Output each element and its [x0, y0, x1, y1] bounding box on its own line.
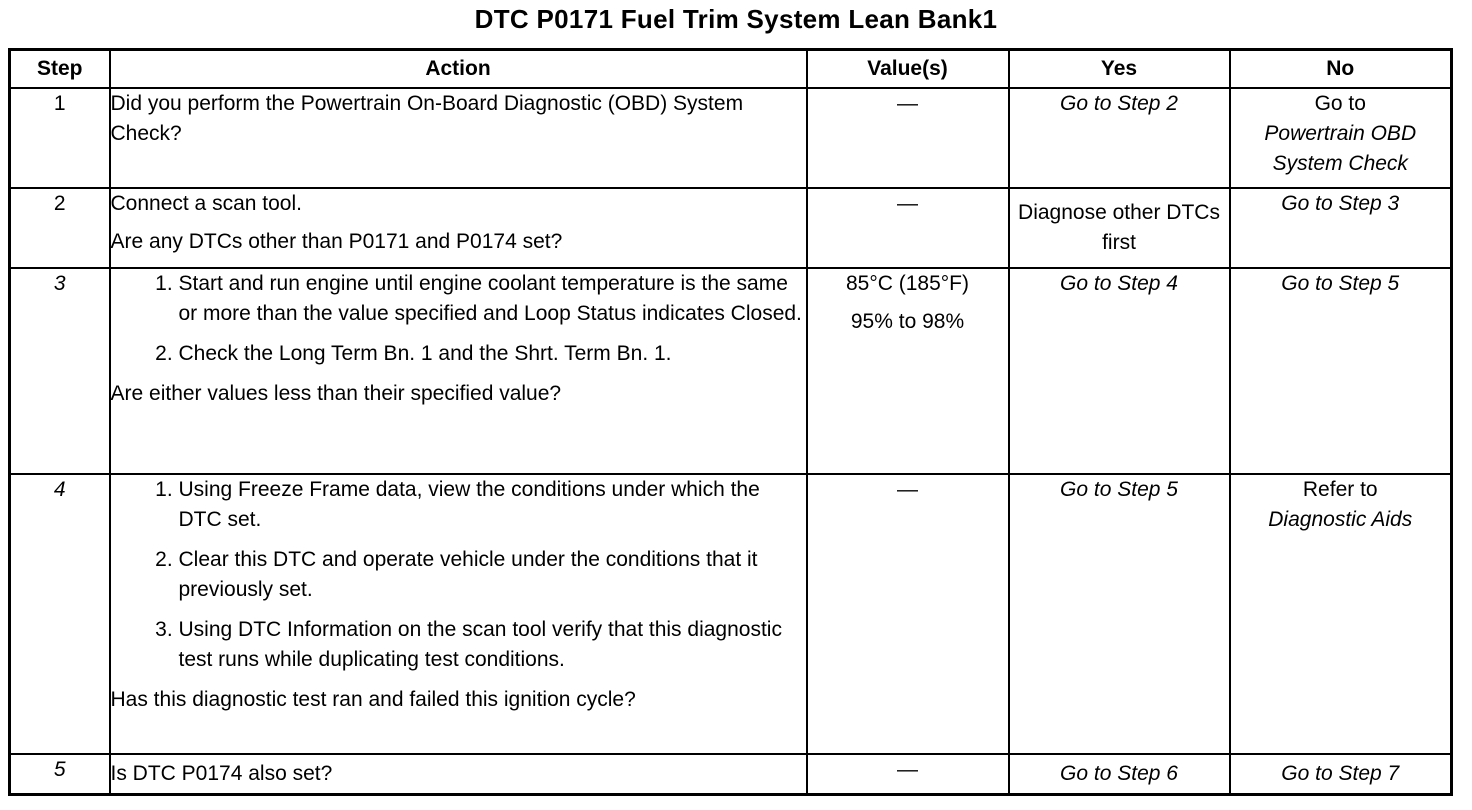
yes-cell: Go to Step 4 — [1009, 268, 1230, 474]
value-line-1: 85°C (185°F) — [845, 272, 969, 295]
yes-cell: Go to Step 6 — [1009, 754, 1230, 794]
step-number: 4 — [10, 474, 110, 754]
diagnostic-table — [8, 48, 1453, 796]
list-item: 1. Using Freeze Frame data, view the conditions under which the DTC set. — [179, 475, 806, 535]
action-steps-list — [111, 269, 806, 369]
list-item: 3. Using DTC Information on the scan tool verify that this diagnostic test runs while duplicating test conditions. — [179, 615, 806, 675]
action-question: Has this diagnostic test ran and failed this ignition cycle? — [110, 688, 636, 711]
action-text: Did you perform the Powertrain On-Board Diagnostic (OBD) System Check? — [110, 92, 744, 145]
step-number: 1 — [10, 88, 110, 188]
header-yes: Yes — [1009, 50, 1230, 89]
action-cell — [110, 474, 807, 754]
table-row-step-2 — [10, 188, 1452, 268]
no-cell: Go to Step 3 — [1230, 188, 1452, 268]
no-line-1: Go to — [1314, 92, 1366, 115]
header-step: Step — [10, 50, 110, 89]
no-line-2: Diagnostic Aids — [1268, 508, 1413, 531]
step-number: 5 — [10, 754, 110, 794]
no-cell — [1230, 474, 1452, 754]
no-line-2: Powertrain OBD System Check — [1264, 122, 1417, 175]
yes-cell: Diagnose other DTCs first — [1009, 188, 1230, 268]
table-row-step-3 — [10, 268, 1452, 474]
list-item: 1. Start and run engine until engine coolant temperature is the same or more than the value specified and Loop Status indicates Closed. — [179, 269, 806, 329]
header-action: Action — [110, 50, 807, 89]
action-question: Is DTC P0174 also set? — [110, 761, 333, 785]
table-row-step-4 — [10, 474, 1452, 754]
action-cell — [110, 88, 807, 188]
action-cell — [110, 268, 807, 474]
no-line-1: Refer to — [1302, 478, 1378, 501]
no-cell — [1230, 88, 1452, 188]
yes-cell: Go to Step 5 — [1009, 474, 1230, 754]
table-row-step-1 — [10, 88, 1452, 188]
value-cell: — — [807, 474, 1009, 754]
action-question: Are any DTCs other than P0171 and P0174 set? — [110, 230, 563, 253]
value-cell — [807, 268, 1009, 474]
table-row-step-5 — [10, 754, 1452, 794]
step-number: 2 — [10, 188, 110, 268]
no-cell: Go to Step 7 — [1230, 754, 1452, 794]
action-line: Connect a scan tool. — [110, 192, 302, 215]
action-steps-list — [111, 475, 806, 675]
action-cell — [110, 754, 807, 794]
value-cell: — — [807, 88, 1009, 188]
action-question: Are either values less than their specified value? — [110, 382, 562, 405]
value-cell: — — [807, 188, 1009, 268]
header-values: Value(s) — [807, 50, 1009, 89]
step-number: 3 — [10, 268, 110, 474]
value-line-2: 95% to 98% — [850, 310, 965, 333]
no-cell: Go to Step 5 — [1230, 268, 1452, 474]
value-cell: — — [807, 754, 1009, 794]
header-no: No — [1230, 50, 1452, 89]
action-cell — [110, 188, 807, 268]
list-item: 2. Check the Long Term Bn. 1 and the Shrt. Term Bn. 1. — [179, 339, 806, 369]
header-row — [10, 50, 1452, 89]
yes-cell: Go to Step 2 — [1009, 88, 1230, 188]
list-item: 2. Clear this DTC and operate vehicle under the conditions that it previously set. — [179, 545, 806, 605]
page-title: DTC P0171 Fuel Trim System Lean Bank1 — [474, 4, 998, 34]
